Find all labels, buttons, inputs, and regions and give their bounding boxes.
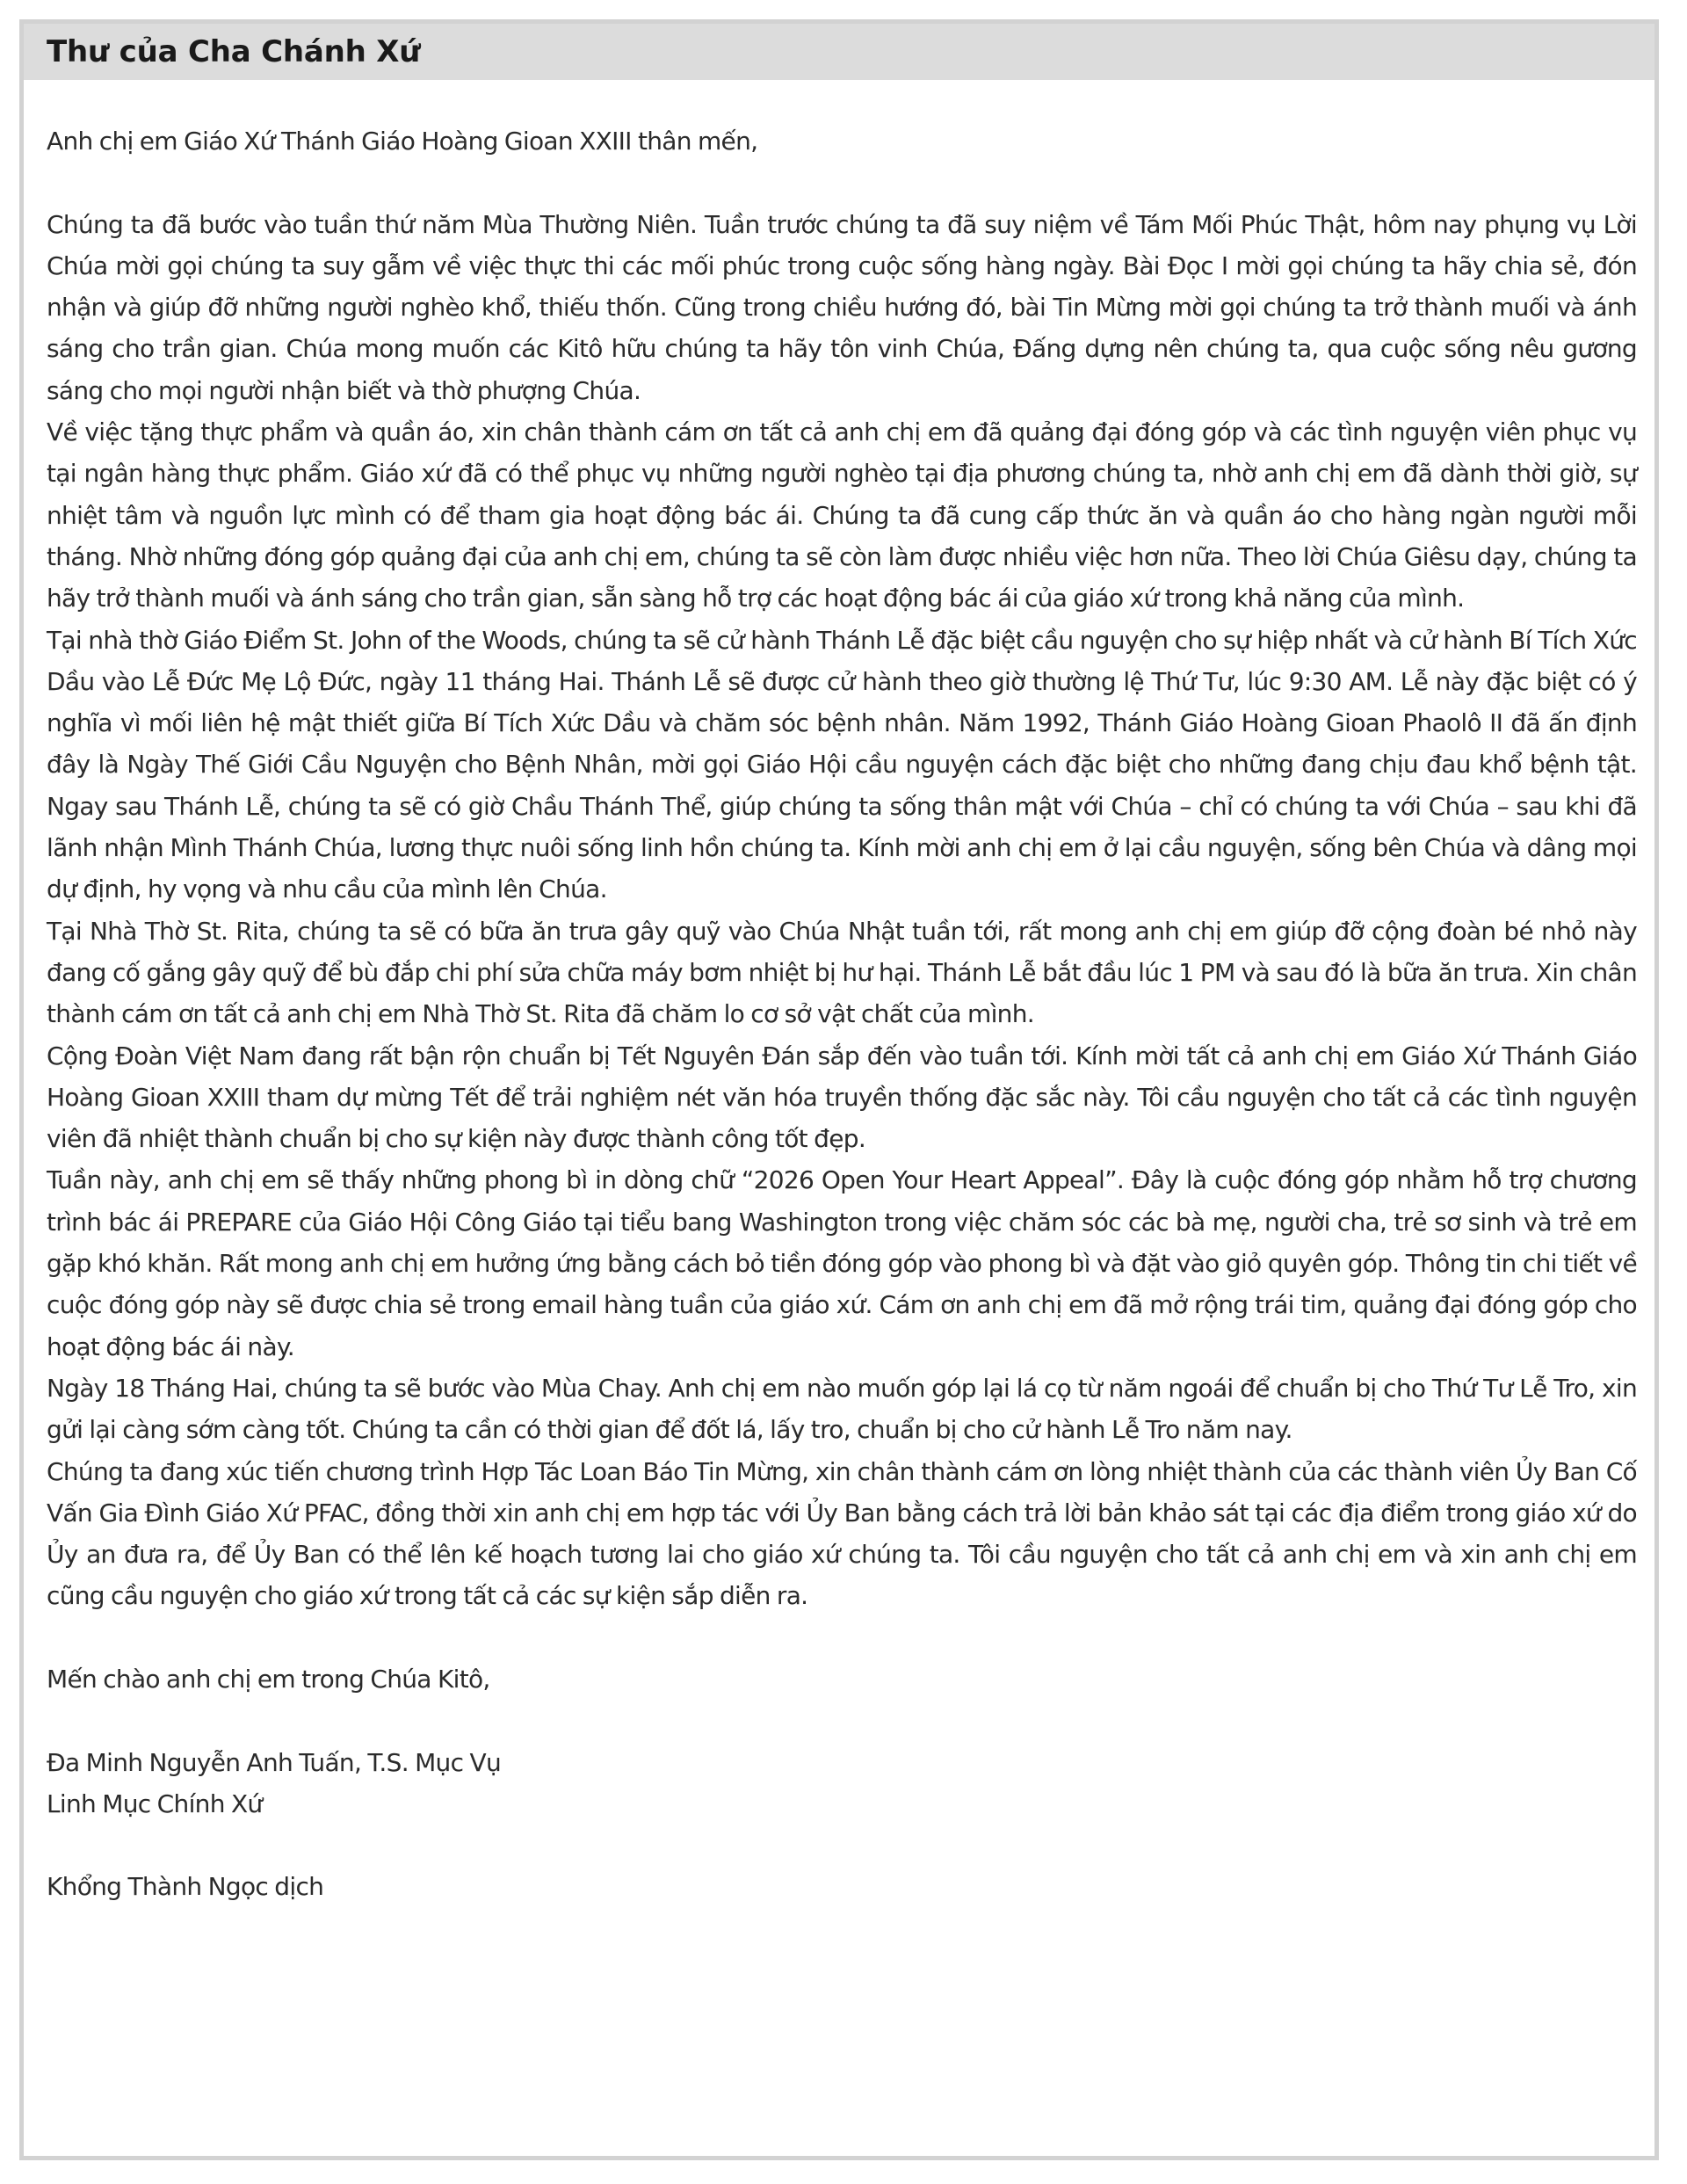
closing: Mến chào anh chị em trong Chúa Kitô,: [47, 1664, 490, 1694]
header-bar: [24, 24, 1654, 80]
greeting: Anh chị em Giáo Xứ Thánh Giáo Hoàng Gioan XXIII thân mến,: [47, 127, 758, 156]
paragraph-5: Cộng Đoàn Việt Nam đang rất bận rộn chuẩn bị Tết Nguyên Đán sắp đến vào tuần tới. Kính mời tất cả anh chị em Giáo Xứ Thánh Giáo Hoàng Gioan XXIII tham dự mừng Tết để trải nghiệm nét văn hóa truyền thống đặc sắc này. Tôi cầu nguyện cho tất cả các tình nguyện viên đã nhiệt thành chuẩn bị cho sự kiện này được thành công tốt đẹp.: [47, 1041, 1637, 1154]
paragraph-7: Ngày 18 Tháng Hai, chúng ta sẽ bước vào Mùa Chay. Anh chị em nào muốn góp lại lá cọ từ năm ngoái để chuẩn bị cho Thứ Tư Lễ Tro, xin gửi lại càng sớm càng tốt. Chúng ta cần có thời gian để đốt lá, lấy tro, chuẩn bị cho cử hành Lễ Tro năm nay.: [47, 1373, 1637, 1445]
signature-role: Linh Mục Chính Xứ: [47, 1789, 263, 1818]
page-title: Thư của Cha Chánh Xứ: [47, 34, 421, 69]
paragraph-2: Về việc tặng thực phẩm và quần áo, xin chân thành cám ơn tất cả anh chị em đã quảng đại đóng góp và các tình nguyện viên phục vụ tại ngân hàng thực phẩm. Giáo xứ đã có thể phục vụ những người nghèo tại địa phương chúng ta, nhờ anh chị em đã dành thời giờ, sự nhiệt tâm và nguồn lực mình có để tham gia hoạt động bác ái. Chúng ta đã cung cấp thức ăn và quần áo cho hàng ngàn người mỗi tháng. Nhờ những đóng góp quảng đại của anh chị em, chúng ta sẽ còn làm được nhiều việc hơn nữa. Theo lời Chúa Giêsu dạy, chúng ta hãy trở thành muối và ánh sáng cho trần gian, sẵn sàng hỗ trợ các hoạt động bác ái của giáo xứ trong khả năng của mình.: [47, 417, 1637, 613]
spacer: [47, 1700, 1637, 1741]
spacer: [47, 162, 1637, 203]
translator-credit: Khổng Thành Ngọc dịch: [47, 1872, 324, 1902]
spacer: [47, 1617, 1637, 1658]
spacer: [47, 1825, 1637, 1866]
paragraph-3: Tại nhà thờ Giáo Điểm St. John of the Woods, chúng ta sẽ cử hành Thánh Lễ đặc biệt cầu nguyện cho sự hiệp nhất và cử hành Bí Tích Xức Dầu vào Lễ Đức Mẹ Lộ Đức, ngày 11 tháng Hai. Thánh Lễ sẽ được cử hành theo giờ thường lệ Thứ Tư, lúc 9:30 AM. Lễ này đặc biệt có ý nghĩa vì mối liên hệ mật thiết giữa Bí Tích Xức Dầu và chăm sóc bệnh nhân. Năm 1992, Thánh Giáo Hoàng Gioan Phaolô II đã ấn định đây là Ngày Thế Giới Cầu Nguyện cho Bệnh Nhân, mời gọi Giáo Hội cầu nguyện cách đặc biệt cho những đang chịu đau khổ bệnh tật. Ngay sau Thánh Lễ, chúng ta sẽ có giờ Chầu Thánh Thể, giúp chúng ta sống thân mật với Chúa – chỉ có chúng ta với Chúa – sau khi đã lãnh nhận Mình Thánh Chúa, lương thực nuôi sống linh hồn chúng ta. Kính mời anh chị em ở lại cầu nguyện, sống bên Chúa và dâng mọi dự định, hy vọng và nhu cầu của mình lên Chúa.: [47, 625, 1637, 904]
paragraph-6: Tuần này, anh chị em sẽ thấy những phong bì in dòng chữ “2026 Open Your Heart Appeal”. Đây là cuộc đóng góp nhằm hỗ trợ chương trình bác ái PREPARE của Giáo Hội Công Giáo tại tiểu bang Washington trong việc chăm sóc các bà mẹ, người cha, trẻ sơ sinh và trẻ em gặp khó khăn. Rất mong anh chị em hưởng ứng bằng cách bỏ tiền đóng góp vào phong bì và đặt vào giỏ quyên góp. Thông tin chi tiết về cuộc đóng góp này sẽ được chia sẻ trong email hàng tuần của giáo xứ. Cám ơn anh chị em đã mở rộng trái tim, quảng đại đóng góp cho hoạt động bác ái này.: [47, 1165, 1637, 1361]
letter-body: [47, 120, 1637, 1908]
signature-name: Đa Minh Nguyễn Anh Tuấn, T.S. Mục Vụ: [47, 1747, 501, 1777]
paragraph-1: Chúng ta đã bước vào tuần thứ năm Mùa Thường Niên. Tuần trước chúng ta đã suy niệm về Tám Mối Phúc Thật, hôm nay phụng vụ Lời Chúa mời gọi chúng ta suy gẫm về việc thực thi các mối phúc trong cuộc sống hàng ngày. Bài Đọc I mời gọi chúng ta hãy chia sẻ, đón nhận và giúp đỡ những người nghèo khổ, thiếu thốn. Cũng trong chiều hướng đó, bài Tin Mừng mời gọi chúng ta trở thành muối và ánh sáng cho trần gian. Chúa mong muốn các Kitô hữu chúng ta hãy tôn vinh Chúa, Đấng dựng nên chúng ta, qua cuộc sống nêu gương sáng cho mọi người nhận biết và thờ phượng Chúa.: [47, 209, 1637, 405]
paragraph-8: Chúng ta đang xúc tiến chương trình Hợp Tác Loan Báo Tin Mừng, xin chân thành cám ơn lòng nhiệt thành của các thành viên Ủy Ban Cố Vấn Gia Đình Giáo Xứ PFAC, đồng thời xin anh chị em hợp tác với Ủy Ban bằng cách trả lời bản khảo sát tại các địa điểm trong giáo xứ do Ủy an đưa ra, để Ủy Ban có thể lên kế hoạch tương lai cho giáo xứ chúng ta. Tôi cầu nguyện cho tất cả anh chị em và xin anh chị em cũng cầu nguyện cho giáo xứ trong tất cả các sự kiện sắp diễn ra.: [47, 1456, 1637, 1611]
letter-frame: [19, 19, 1659, 2160]
paragraph-4: Tại Nhà Thờ St. Rita, chúng ta sẽ có bữa ăn trưa gây quỹ vào Chúa Nhật tuần tới, rất mong anh chị em giúp đỡ cộng đoàn bé nhỏ này đang cố gắng gây quỹ để bù đắp chi phí sửa chữa máy bơm nhiệt bị hư hại. Thánh Lễ bắt đầu lúc 1 PM và sau đó là bữa ăn trưa. Xin chân thành cám ơn tất cả anh chị em Nhà Thờ St. Rita đã chăm lo cơ sở vật chất của mình.: [47, 916, 1637, 1029]
